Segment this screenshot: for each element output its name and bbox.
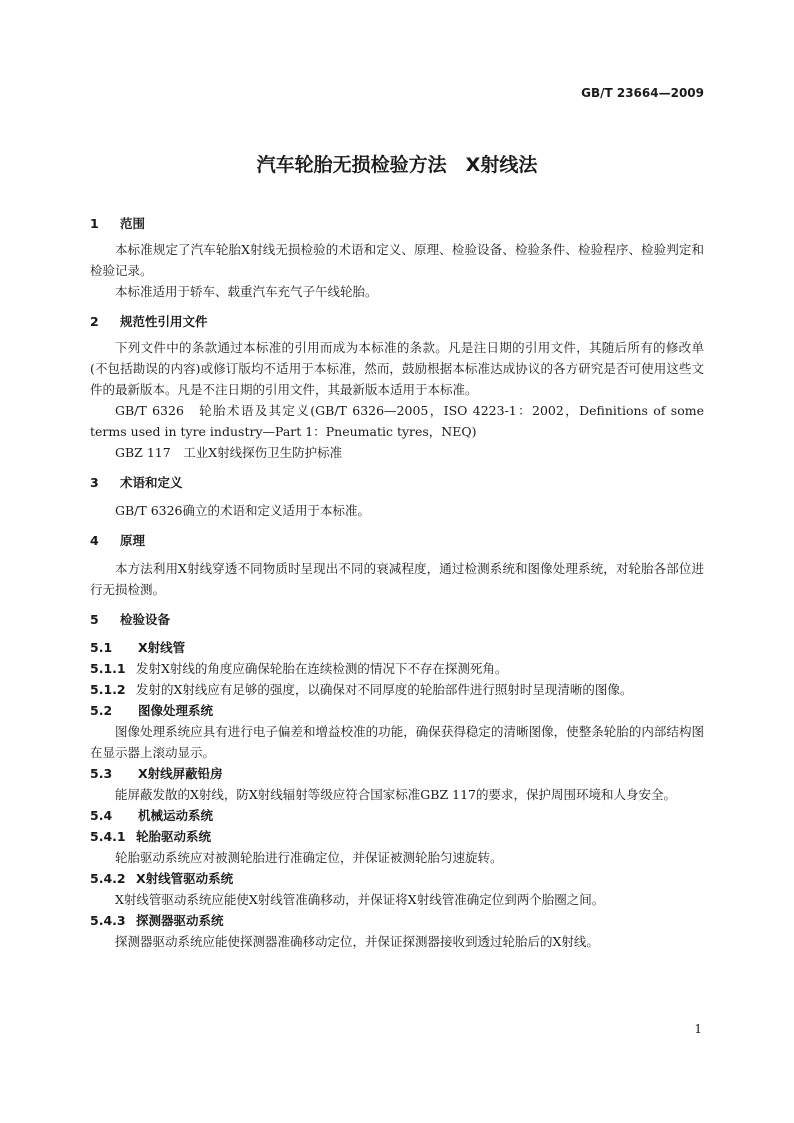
section-number: 2 [90, 314, 99, 329]
section-2-heading [90, 311, 704, 333]
clause-number: 5.1.2 [90, 682, 126, 697]
paragraph: 本方法利用X射线穿透不同物质时呈现出不同的衰减程度，通过检测系统和图像处理系统，对轮胎各部位进行无损检测。 [90, 561, 704, 597]
document-title: 汽车轮胎无损检验方法 X射线法 [256, 154, 538, 176]
section-number: 5.4.2 [90, 871, 126, 886]
section-title: X射线管 [138, 640, 186, 655]
section-number: 5.2 [90, 703, 113, 718]
section-3-heading [90, 472, 704, 494]
section-title: 规范性引用文件 [120, 314, 208, 329]
section-number: 5.3 [90, 766, 113, 781]
document-body [90, 213, 704, 952]
paragraph: 轮胎驱动系统应对被测轮胎进行准确定位，并保证被测轮胎匀速旋转。 [115, 850, 503, 865]
section-title: 检验设备 [120, 612, 171, 627]
clause-heading [90, 868, 704, 889]
section-number: 5.4.1 [90, 829, 126, 844]
clause-heading [90, 910, 704, 931]
paragraph: X射线管驱动系统应能使X射线管准确移动，并保证将X射线管准确定位到两个胎圈之间。 [115, 892, 605, 907]
subsection-heading [90, 700, 704, 721]
section-number: 3 [90, 475, 99, 490]
paragraph: 本标准规定了汽车轮胎X射线无损检验的术语和定义、原理、检验设备、检验条件、检验程序、检验判定和检验记录。 [90, 242, 704, 278]
paragraph: 下列文件中的条款通过本标准的引用而成为本标准的条款。凡是注日期的引用文件，其随后所有的修改单(不包括勘误的内容)或修订版均不适用于本标准，然而，鼓励根据本标准达成协议的各方研究是否可使用这些文件的最新版本。凡是不注日期的引用文件，其最新版本适用于本标准。 [90, 340, 704, 397]
paragraph: 本标准适用于轿车、载重汽车充气子午线轮胎。 [115, 284, 378, 299]
section-number: 4 [90, 533, 99, 548]
subsection-heading [90, 805, 704, 826]
clause-heading [90, 826, 704, 847]
section-5-heading [90, 609, 704, 631]
reference-item: GBZ 117 工业X射线探伤卫生防护标准 [115, 445, 343, 460]
section-4-heading [90, 530, 704, 552]
section-title: 图像处理系统 [138, 703, 214, 718]
clause-item [90, 658, 704, 679]
paragraph: 图像处理系统应具有进行电子偏差和增益校准的功能，确保获得稳定的清晰图像，使整条轮胎的内部结构图在显示器上滚动显示。 [90, 724, 704, 760]
clause-number: 5.1.1 [90, 661, 126, 676]
paragraph: 能屏蔽发散的X射线，防X射线辐射等级应符合国家标准GBZ 117的要求，保护周围环境和人身安全。 [115, 787, 676, 802]
section-title: 轮胎驱动系统 [136, 829, 212, 844]
section-number: 5.1 [90, 640, 113, 655]
reference-item: GB/T 6326 轮胎术语及其定义(GB/T 6326—2005，ISO 4223-1：2002，Definitions of some terms used in tyre industry—Part 1：Pneumatic tyres，NEQ) [90, 403, 704, 439]
paragraph: 探测器驱动系统应能使探测器准确移动定位，并保证探测器接收到透过轮胎后的X射线。 [115, 934, 599, 949]
section-title: 机械运动系统 [138, 808, 214, 823]
section-title: X射线管驱动系统 [136, 871, 234, 886]
section-title: 范围 [120, 216, 146, 231]
section-number: 5.4.3 [90, 913, 126, 928]
subsection-heading [90, 763, 704, 784]
section-number: 5.4 [90, 808, 113, 823]
clause-text: 发射X射线的角度应确保轮胎在连续检测的情况下不存在探测死角。 [136, 661, 508, 676]
section-1-heading [90, 213, 704, 235]
section-number: 1 [90, 216, 99, 231]
subsection-heading [90, 637, 704, 658]
section-title: X射线屏蔽铅房 [138, 766, 223, 781]
page-number: 1 [694, 1022, 702, 1036]
paragraph: GB/T 6326确立的术语和定义适用于本标准。 [115, 503, 371, 518]
clause-text: 发射的X射线应有足够的强度，以确保对不同厚度的轮胎部件进行照射时呈现清晰的图像。 [136, 682, 633, 697]
clause-item [90, 679, 704, 700]
section-number: 5 [90, 612, 99, 627]
section-title: 原理 [120, 533, 146, 548]
section-title: 术语和定义 [120, 475, 183, 490]
section-title: 探测器驱动系统 [136, 913, 224, 928]
standard-code: GB/T 23664—2009 [581, 86, 704, 100]
